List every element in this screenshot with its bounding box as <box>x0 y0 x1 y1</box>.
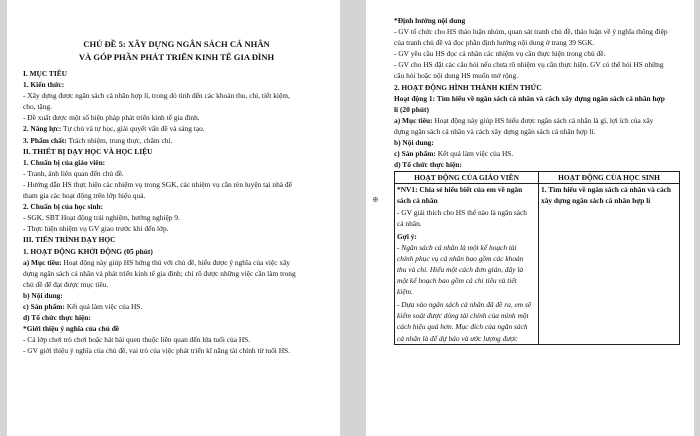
text-line: chủ đề để đạt được mục tiêu. <box>23 279 109 289</box>
left-page-body <box>23 68 330 356</box>
text-line: - Cả lớp chơi trò chơi hoặc hát bài quen thuộc liên quan đến lứa tuổi của HS. <box>23 335 251 345</box>
text-line: - Thực hiện nhiệm vụ GV giao trước khi đến lớp. <box>23 224 169 234</box>
text-line: d) Tổ chức thực hiện: <box>23 313 91 323</box>
title-line: VÀ GÓP PHẦN PHÁT TRIỂN KINH TẾ GIA ĐÌNH <box>78 51 275 62</box>
table-header-row <box>395 172 680 184</box>
text-line: *Định hướng nội dung <box>394 16 466 25</box>
text-line: chính phục vụ cá nhân bao gồm các khoản <box>397 253 524 263</box>
left-page <box>7 0 340 436</box>
text-line: *Giới thiệu ý nghĩa của chủ đề <box>23 324 120 334</box>
text-line: 2. Chuẩn bị của học sinh: <box>23 202 104 212</box>
text-line: xây dựng ngân sách cá nhân hợp lí <box>541 196 651 206</box>
text-line: - Ngân sách cá nhân là một kế hoạch tài <box>397 242 517 252</box>
text-line: - Tranh, ảnh liên quan đến chủ đề. <box>23 168 124 178</box>
text-line: c) Sản phẩm: Kết quả làm việc của HS. <box>394 149 514 159</box>
text-line: 1. Tìm hiểu về ngân sách cá nhân và cách <box>541 185 672 195</box>
text-line: 2. Năng lực: Tự chủ và tự học, giải quyết vấn đề và sáng tạo. <box>23 124 205 134</box>
text-line: - GV cho HS đặt các câu hỏi nếu chưa rõ nhiệm vụ cần thực hiện. GV có thể hỏi HS những <box>394 60 664 70</box>
text-line: Hoạt động 1: Tìm hiểu về ngân sách cá nhân và cách xây dựng ngân sách cá nhân hợp <box>394 93 665 103</box>
table-header-student: HOẠT ĐỘNG CỦA HỌC SINH <box>539 172 680 184</box>
text-line: I. MỤC TIÊU <box>23 69 68 78</box>
text-line: cá nhân. <box>397 218 422 228</box>
text-line: lí (20 phút) <box>394 104 429 114</box>
text-line: kiệm. <box>397 287 413 297</box>
text-line: của tranh chủ đề và đọc phần định hướng nội dung ở trang 39 SGK. <box>394 38 595 48</box>
text-line: cho, tặng. <box>23 102 52 112</box>
text-line: - GV giới thiệu ý nghĩa của chủ đề, vai trò của việc phát triển kĩ năng tài chính từ tuổi HS. <box>23 346 291 356</box>
activity-table <box>394 171 680 344</box>
text-line: sách cá nhân <box>397 196 438 206</box>
text-line: - GV tổ chức cho HS thảo luận nhóm, quan sát tranh chủ đề, thảo luận về ý nghĩa thông điệp <box>394 27 668 37</box>
text-line: b) Nội dung: <box>394 138 434 148</box>
text-line: 1. Chuẩn bị của giáo viên: <box>23 157 106 167</box>
text-line: - Đề xuất được một số biện pháp phát triển kinh tế gia đình. <box>23 113 200 123</box>
teacher-activity-cell <box>395 184 539 344</box>
right-page-body <box>394 15 686 170</box>
text-line: kiểm soát được dòng tài chính của mình một <box>397 311 529 321</box>
text-line: a) Mục tiêu: Hoạt động này giúp HS hiểu được ngân sách cá nhân là gì, lợi ích của xây <box>394 115 654 125</box>
text-line: cá nhân là để dự báo và ước lượng được <box>397 333 518 343</box>
text-line: Gợi ý: <box>397 231 417 241</box>
text-line: c) Sản phẩm: Kết quả làm việc của HS. <box>23 301 143 311</box>
text-line: d) Tổ chức thực hiện: <box>394 160 462 170</box>
text-line: tham gia các hoạt động trên lớp hiệu quả. <box>23 191 146 201</box>
table-move-handle-icon[interactable]: ⊕ <box>372 195 379 204</box>
text-line: một kế hoạch bao gồm cả chi tiêu và tiết <box>397 276 517 286</box>
text-line: *NV1: Chia sẻ hiểu biết của em về ngân <box>397 185 523 195</box>
text-line: b) Nội dung: <box>23 290 63 300</box>
text-line: - Xây dựng được ngân sách cá nhân hợp lí, trong đó tính đến các khoản thu, chi, tiết kiệm, <box>23 91 290 101</box>
text-line: 1. Kiến thức: <box>23 80 65 90</box>
text-line: câu hỏi hoặc nội dung HS muốn mở rộng. <box>394 71 518 81</box>
text-line: III. TIẾN TRÌNH DẠY HỌC <box>23 235 116 245</box>
table-header-teacher: HOẠT ĐỘNG CỦA GIÁO VIÊN <box>395 172 539 184</box>
title-line: CHỦ ĐỀ 5: XÂY DỰNG NGÂN SÁCH CÁ NHÂN <box>83 39 270 49</box>
text-line: II. THIẾT BỊ DẠY HỌC VÀ HỌC LIỆU <box>23 146 153 156</box>
text-line: - GV giải thích cho HS thế nào là ngân sách <box>397 207 527 217</box>
document-title <box>23 38 330 63</box>
text-line: cách hiệu quả hơn. Mục đích của ngân sách <box>397 322 528 332</box>
text-line: - GV yêu cầu HS đọc cá nhân các nhiệm vụ cần thực hiện trong chủ đề. <box>394 49 606 59</box>
text-line: 3. Phẩm chất: Trách nhiệm, trung thực, chăm chỉ. <box>23 135 173 145</box>
text-line: a) Mục tiêu: Hoạt động này giúp HS hứng thú với chủ đề, hiểu được ý nghĩa của việc xây <box>23 257 291 267</box>
right-page <box>366 0 694 436</box>
text-line: dựng ngân sách cá nhân và phát triển kinh tế gia đình; chỉ rõ được những việc cần làm trong <box>23 268 296 278</box>
text-line: - Hướng dẫn HS thực hiện các nhiệm vụ trong SGK, các nhiệm vụ cần rèn luyện tại nhà để <box>23 179 292 189</box>
table-row <box>395 184 680 344</box>
student-activity-cell <box>539 184 680 344</box>
text-line: dựng ngân sách cá nhân và cách xây dựng ngân sách cá nhân hợp lí. <box>394 126 596 136</box>
text-line: - Dựa vào ngân sách cá nhân đã đề ra, em sẽ <box>397 300 532 310</box>
text-line: - SGK, SBT Hoạt động trải nghiệm, hướng nghiệp 9. <box>23 213 180 223</box>
text-line: 2. HOẠT ĐỘNG HÌNH THÀNH KIẾN THỨC <box>394 82 542 92</box>
text-line: 1. HOẠT ĐỘNG KHỞI ĐỘNG (05 phút) <box>23 246 153 256</box>
text-line: thu và chi. Hiểu một cách đơn giản, đây là <box>397 264 524 274</box>
